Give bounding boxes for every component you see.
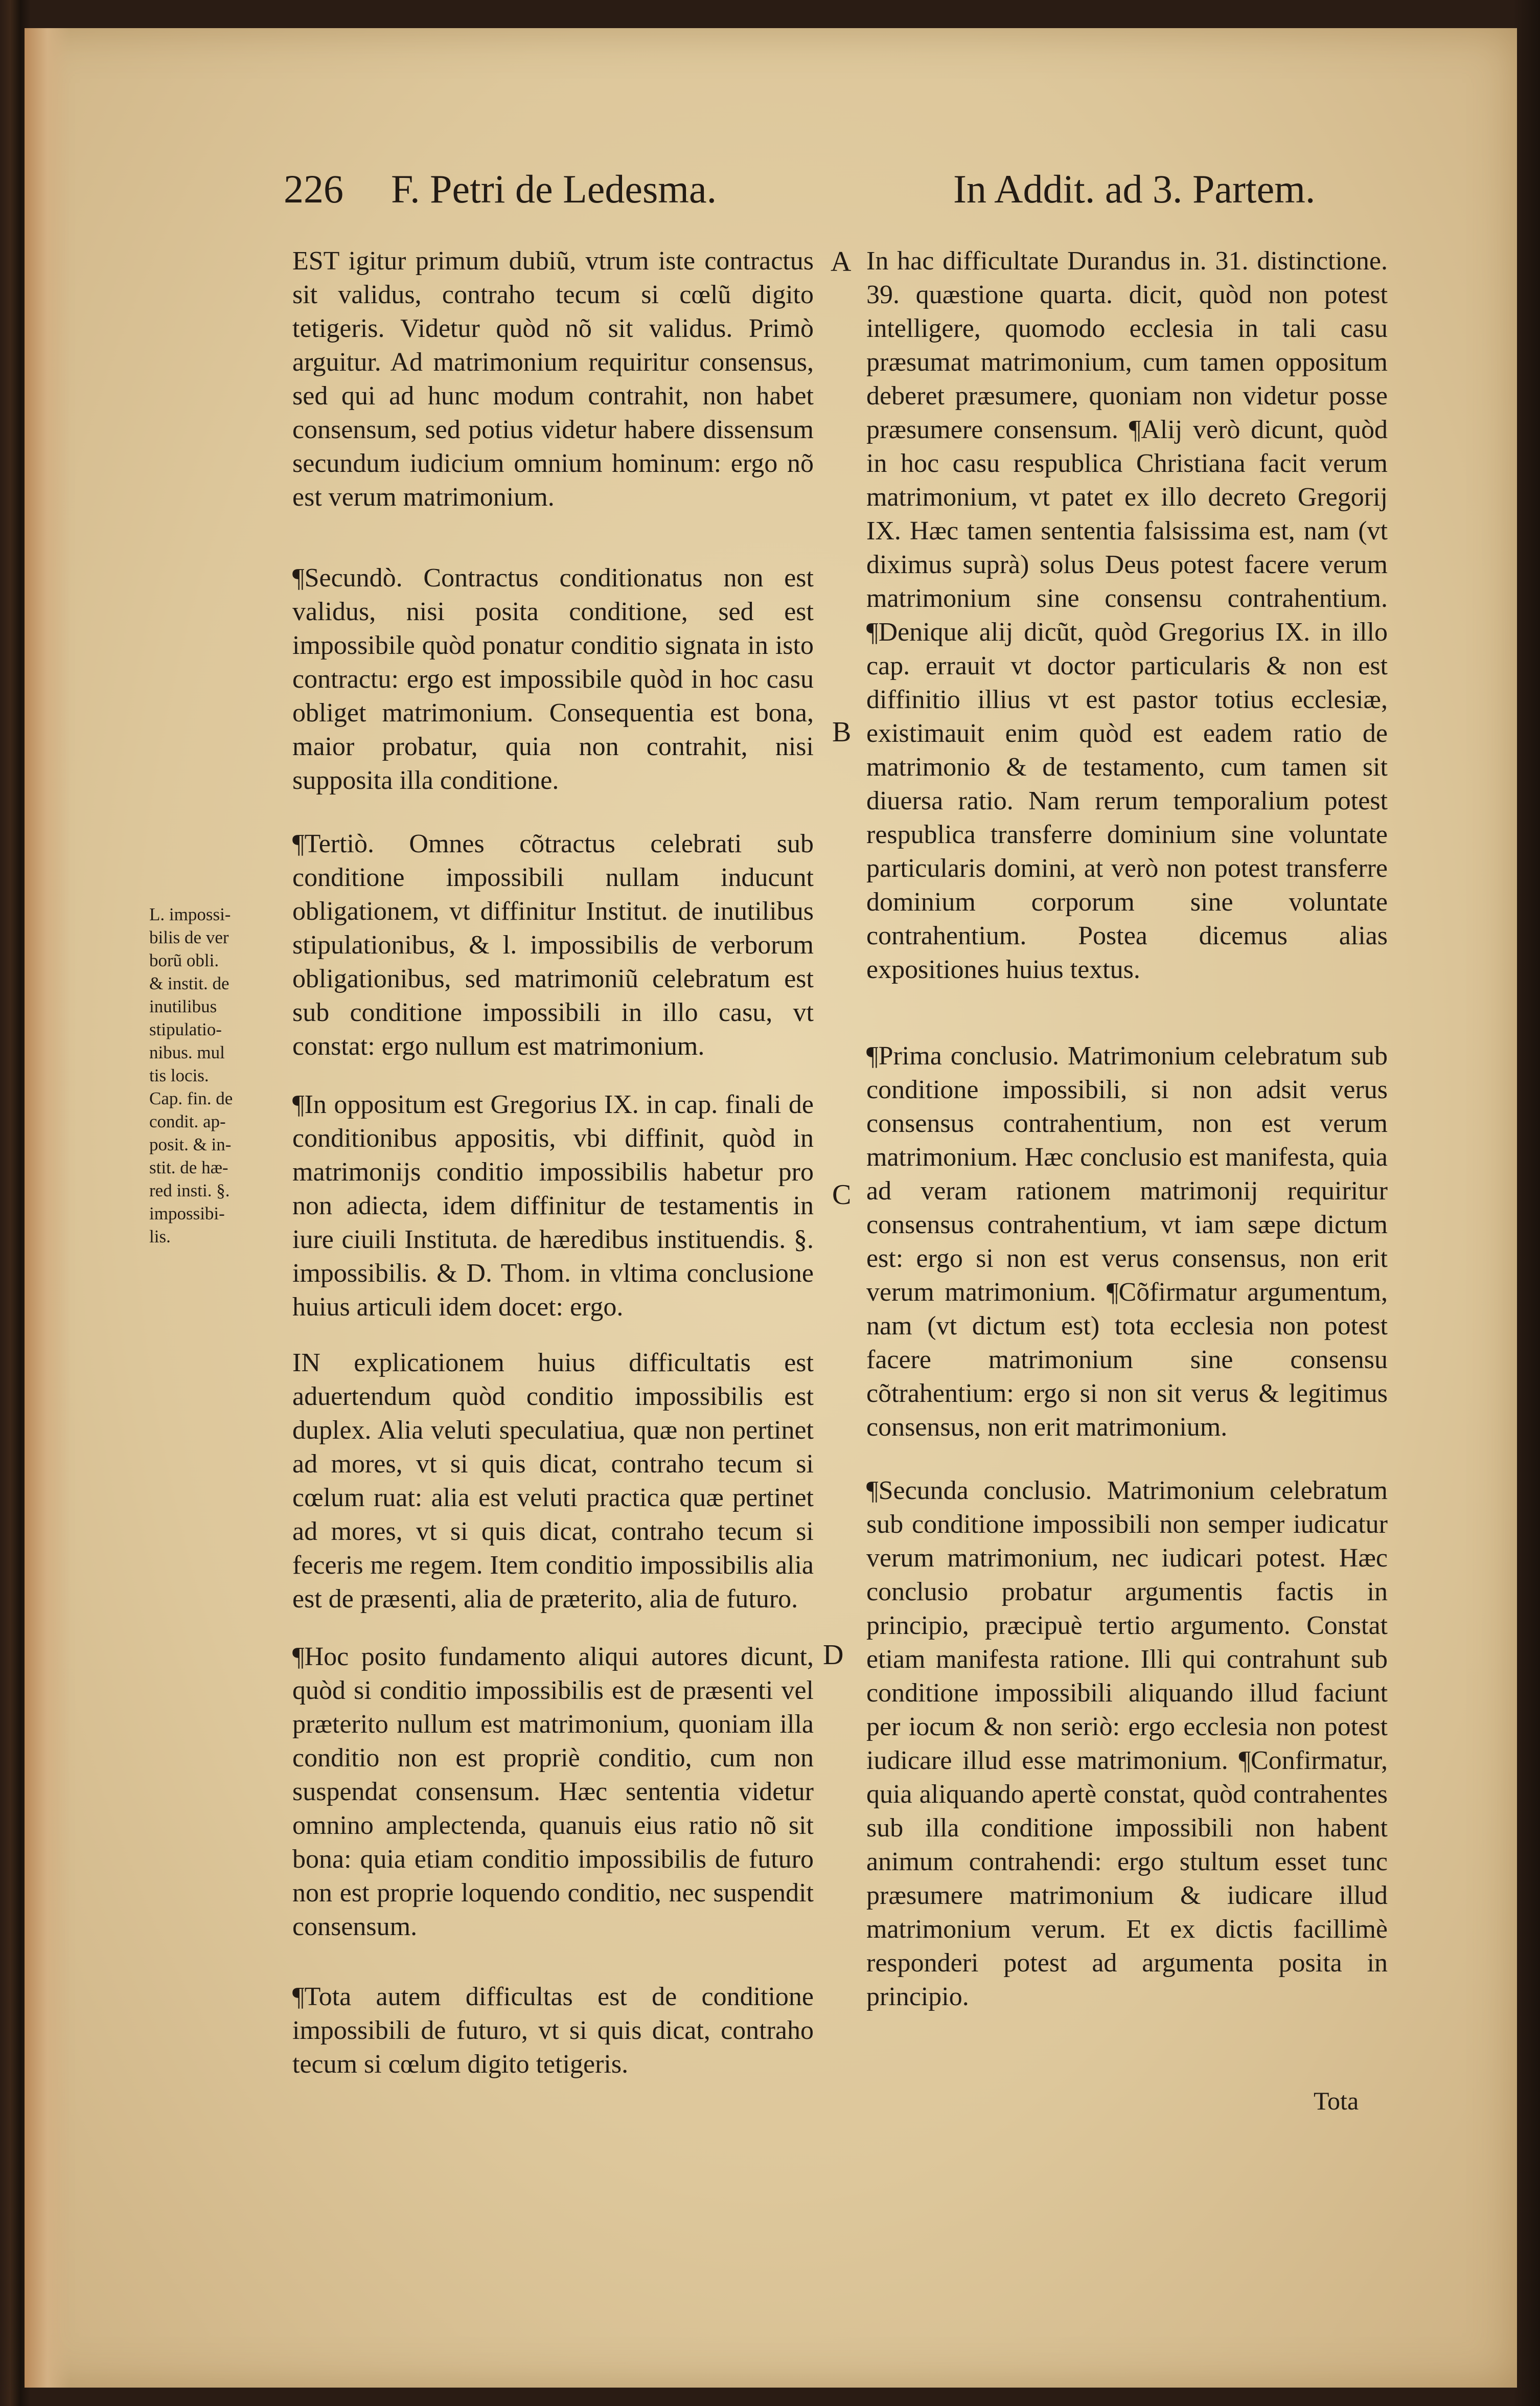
page-number: 226 — [284, 167, 343, 211]
paragraph: ¶Tertiò. Omnes cõtractus celebrati sub conditione impossibili nullam inducunt obligationem, vt diffinitur Institut. de inutilibus stipulationibus, & l. impossibilis de verborum obligationibus, sed matrimoniũ celebratum est sub conditione impossibili in illo casu, vt constat: ergo nullum est matrimonium. — [292, 829, 814, 1061]
margin-note-line: nibus. mul — [149, 1042, 225, 1062]
margin-note-line: Cap. fin. de — [149, 1088, 233, 1108]
margin-note — [149, 903, 277, 1248]
margin-note-line: stit. de hæ- — [149, 1157, 228, 1177]
margin-note-line: inutilibus — [149, 996, 217, 1016]
paragraph: ¶Prima conclusio. Matrimonium celebratum sub conditione impossibili, si non adsit verus consensus contrahentium, non est verum matrimonium. Hæc conclusio est manifesta, quia ad veram rationem matrimonij requiritur consensus contrahentium, vt iam sæpe dictum est: ergo si non est verus consensus, non erit verum matrimonium. ¶Cõfirmatur argumentum, nam (vt dictum est) tota ecclesia non potest facere matrimonium sine consensu cõtrahentium: ergo si non sit verus & legitimus consensus, non erit matrimonium. — [866, 1041, 1388, 1442]
margin-note-line: posit. & in- — [149, 1134, 232, 1154]
paragraph: IN explicationem huius difficultatis est aduertendum quòd conditio impossibilis est duplex. Alia veluti speculatiua, quæ non pertinet ad mores, vt si quis dicat, contraho tecum si cœlum ruat: alia est veluti practica quæ pertinet ad mores, vt si quis dicat, contraho tecum si feceris me regem. Item conditio impossibilis alia est de præsenti, alia de præterito, alia de futuro. — [292, 1348, 814, 1614]
section-letter-b: B — [832, 716, 852, 748]
margin-note-line: condit. ap- — [149, 1111, 226, 1131]
margin-note-line: bilis de ver — [149, 927, 229, 947]
paragraph: ¶Hoc posito fundamento aliqui autores dicunt, quòd si conditio impossibilis est de præsenti vel præterito nullum est matrimonium, quoniam illa conditio non est propriè conditio, cum non suspendat consensum. Hæc sententia videtur omnino amplectenda, quanuis eius ratio nõ sit bona: quia etiam conditio impossibilis de futuro non est proprie loquendo conditio, nec suspendit consensum. — [292, 1642, 814, 1941]
margin-note-line: red insti. §. — [149, 1181, 230, 1200]
section-letter-d: D — [823, 1639, 844, 1671]
margin-note-line: impossibi- — [149, 1204, 225, 1223]
margin-note-line: L. impossi- — [149, 904, 231, 924]
margin-note-line: stipulatio- — [149, 1019, 222, 1039]
paragraph: ¶In oppositum est Gregorius IX. in cap. finali de conditionibus appositis, vbi diffinit, quòd in matrimonijs conditio impossibilis habetur pro non adiecta, idem diffinitur de testamentis in iure ciuili Instituta. de hæredibus instituendis. §. impossibilis. & D. Thom. in vltima conclusione huius articuli idem docet: ergo. — [292, 1090, 814, 1322]
paragraph: In hac difficultate Durandus in. 31. distinctione. 39. quæstione quarta. dicit, quòd non potest intelligere, quomodo ecclesia in tali casu præsumat matrimonium, cum tamen oppositum deberet præsumere, quoniam non videtur posse præsumere consensum. ¶Alij verò dicunt, quòd in hoc casu respublica Christiana facit verum matrimonium, vt patet ex illo decreto Gregorij IX. Hæc tamen sententia falsissima est, nam (vt diximus suprà) solus Deus potest facere verum matrimonium sine consensu contrahentium. ¶Denique alij dicũt, quòd Gregorius IX. in illo cap. errauit vt doctor particularis & non est diffinitio illius vt est pastor totius ecclesiæ, existimauit enim quòd est eadem ratio de matrimonio & de testamento, cum tamen sit diuersa ratio. Nam rerum temporalium potest respublica transferre dominium sine voluntate particularis domini, at verò non potest transferre dominium corporum sine voluntate contrahentium. Postea dicemus alias expositiones huius textus. — [866, 246, 1388, 984]
running-title-right: In Addit. ad 3. Partem. — [953, 167, 1316, 211]
paragraph: ¶Secundò. Contractus conditionatus non est validus, nisi posita conditione, sed est impossibile quòd ponatur conditio signata in isto contractu: ergo est impossibile quòd in hoc casu obliget matrimonium. Consequentia est bona, maior probatur, quia non contrahit, nisi supposita illa conditione. — [292, 563, 814, 795]
section-letter-a: A — [831, 246, 852, 278]
paragraph: ¶Tota autem difficultas est de conditione impossibili de futuro, vt si quis dicat, contraho tecum si cœlum digito tetigeris. — [292, 1982, 814, 2079]
margin-note-line: & instit. de — [149, 973, 229, 993]
margin-note-line: tis locis. — [149, 1065, 209, 1085]
right-column — [866, 244, 1388, 2082]
margin-note-line: lis. — [149, 1227, 171, 1246]
page-gutter — [25, 28, 71, 2388]
margin-note-line: borũ obli. — [149, 950, 219, 970]
left-column — [292, 244, 814, 2082]
paragraph: ¶Secunda conclusio. Matrimonium celebratum sub conditione impossibili non semper iudicatur verum matrimonium, nec iudicari potest. Hæc conclusio probatur argumentis factis in principio, præcipuè tertio argumento. Constat etiam manifesta ratione. Illi qui contrahunt sub conditione impossibili aliquando illud faciunt per iocum & non seriò: ergo ecclesia non potest iudicare illud esse matrimonium. ¶Confirmatur, quia aliquando apertè constat, quòd contrahentes sub illa conditione impossibili non habent animum contrahendi: ergo stultum esset tunc præsumere matrimonium & iudicare illud matrimonium verum. Et ex dictis facillimè responderi potest ad argumenta posita in principio. — [866, 1476, 1388, 2011]
paragraph: EST igitur primum dubiũ, vtrum iste contractus sit validus, contraho tecum si cœlũ digito tetigeris. Videtur quòd nõ sit validus. Primò arguitur. Ad matrimonium requiritur consensus, sed qui ad hunc modum contrahit, non habet consensum, sed potius videtur habere dissensum secundum iudicium omnium hominum: ergo nõ est verum matrimonium. — [292, 246, 814, 512]
section-letter-c: C — [832, 1179, 852, 1211]
running-title-left: F. Petri de Ledesma. — [391, 167, 717, 211]
catchword: Tota — [1314, 2086, 1359, 2115]
